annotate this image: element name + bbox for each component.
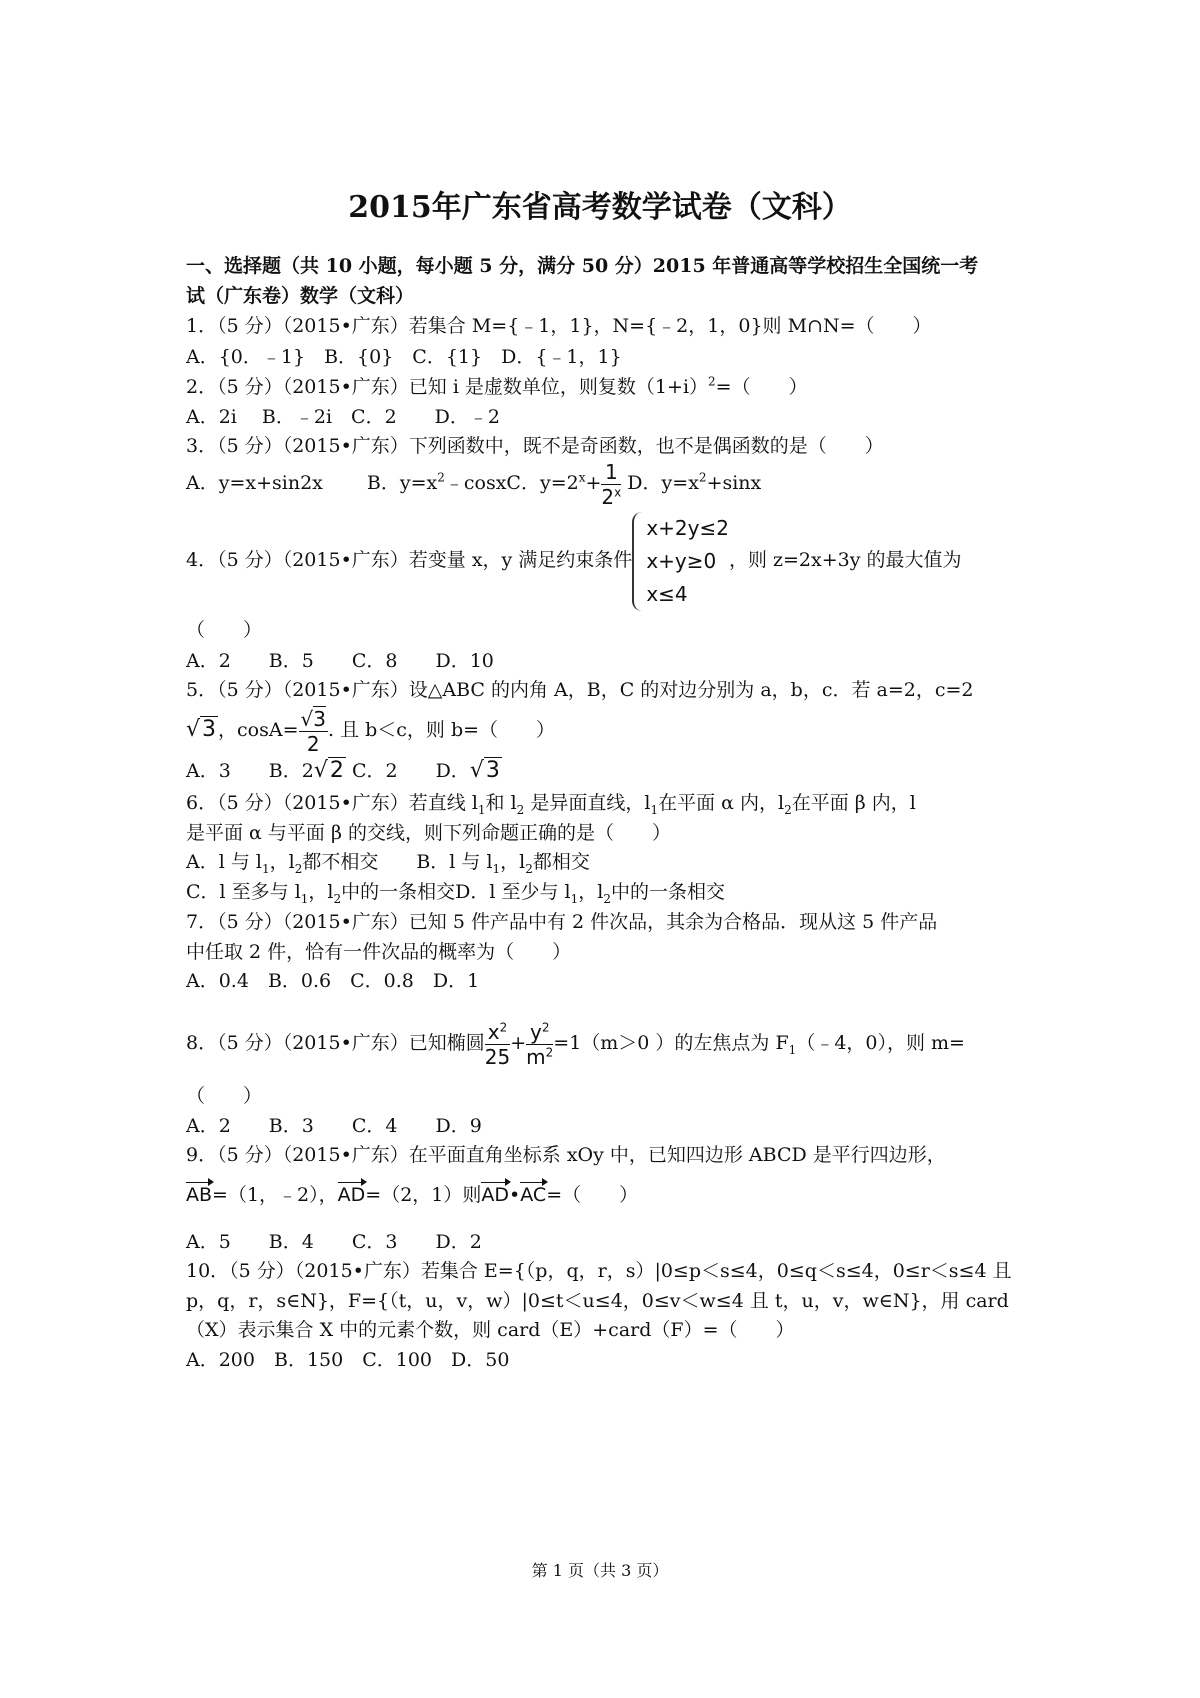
q8-exp: 2 bbox=[499, 1019, 508, 1034]
q9-text: =（ ） bbox=[546, 1184, 639, 1206]
q8-fraction-y bbox=[526, 1020, 553, 1069]
q6-options-ab bbox=[186, 849, 1046, 875]
q5-frac-radicand: 3 bbox=[313, 706, 326, 731]
q5-options bbox=[186, 758, 1046, 784]
vector-ad: AD bbox=[337, 1184, 366, 1206]
vector-ad: AD bbox=[481, 1184, 510, 1206]
q10-stem-cont2: （X）表示集合 X 中的元素个数，则 card（E）+card（F）=（ ） bbox=[186, 1319, 795, 1341]
q6-opt-text: 都不相交 B．l 与 l bbox=[302, 851, 493, 873]
q6-stem bbox=[186, 790, 1046, 816]
q4-constraint-2: x+y≥0 bbox=[646, 548, 717, 573]
q3-frac-den bbox=[601, 485, 621, 509]
q8-frac-den: 25 bbox=[484, 1044, 511, 1069]
q8-options: A．2 B．3 C．4 D．9 bbox=[186, 1115, 482, 1137]
q6-opt-text: 都相交 bbox=[532, 851, 590, 873]
q6-opt-text: ，l bbox=[269, 851, 295, 873]
q1-stem: 1．（5 分）（2015•广东）若集合 M={﹣1，1}，N={﹣2，1，0}则 M∩N=（ ） bbox=[186, 315, 932, 337]
q10-stem: 10．（5 分）（2015•广东）若集合 E={（p，q，r，s）|0≤p＜s≤4，0≤q＜s≤4，0≤r＜s≤4 且 bbox=[186, 1260, 1012, 1282]
q3-option-a: A．y=x+sin2x B．y=x bbox=[186, 472, 438, 494]
q8-sub: 1 bbox=[788, 1042, 797, 1057]
q8-paren: （ ） bbox=[186, 1085, 263, 1107]
q3-exp-d: 2 bbox=[698, 470, 707, 485]
exam-title: 2015年广东省高考数学试卷（文科） bbox=[348, 190, 852, 225]
q8-stem-b: =1（m＞0 ）的左焦点为 F bbox=[553, 1032, 789, 1054]
q7-stem: 7．（5 分）（2015•广东）已知 5 件产品中有 2 件次品，其余为合格品．现从这 5 件产品 bbox=[186, 911, 938, 933]
q6-sub: 2 bbox=[525, 861, 533, 876]
q4-stem-tail: ，则 z=2x+3y 的最大值为 bbox=[728, 549, 962, 571]
vector-ab: AB bbox=[186, 1184, 213, 1206]
q6-sub: 1 bbox=[300, 891, 309, 906]
q3-frac-den-base: 2 bbox=[601, 484, 615, 509]
q3-option-d-rest: +sinx bbox=[706, 472, 762, 494]
q6-sub: 1 bbox=[650, 802, 659, 817]
q4-stem bbox=[186, 510, 1046, 611]
q6-text-e: 在平面 β 内，l bbox=[791, 792, 916, 814]
q8-frac-num bbox=[485, 1020, 510, 1045]
q7-stem-cont: 中任取 2 件，恰有一件次品的概率为（ ） bbox=[186, 941, 572, 963]
q6-stem-cont: 是平面 α 与平面 β 的交线，则下列命题正确的是（ ） bbox=[186, 822, 671, 844]
vector-ac: AC bbox=[520, 1184, 547, 1206]
q4-options: A．2 B．5 C．8 D．10 bbox=[186, 650, 494, 672]
q8-stem bbox=[186, 1003, 1046, 1083]
section-heading-cont: 试（广东卷）数学（文科） bbox=[186, 285, 415, 307]
q4-constraint-3: x≤4 bbox=[646, 581, 688, 606]
q6-sub: 2 bbox=[333, 891, 342, 906]
q5-frac-num: √3 bbox=[300, 706, 326, 731]
q6-options-cd bbox=[186, 879, 1046, 905]
q5-option-ab: A．3 B．2 bbox=[186, 760, 314, 782]
q8-frac-den bbox=[526, 1045, 553, 1069]
q3-option-bc: ﹣cosxC．y=2 bbox=[444, 472, 579, 494]
q3-frac-num: 1 bbox=[601, 460, 621, 485]
q6-opt-text: 中的一条相交D．l 至少与 l bbox=[341, 881, 571, 903]
q6-text-d: 在平面 α 内，l bbox=[658, 792, 785, 814]
q3-frac-den-exp: x bbox=[614, 484, 622, 499]
q10-stem-cont: p，q，r，s∈N}，F={（t，u，v，w）|0≤t＜u≤4，0≤v＜w≤4 且 t，u，v，w∈N}，用 card bbox=[186, 1290, 1009, 1312]
q2-exponent: 2 bbox=[708, 374, 716, 389]
q5-option-d-sqrt: √3 bbox=[469, 758, 500, 783]
q6-opt-text: C．l 至多与 l bbox=[186, 881, 301, 903]
q3-plus: + bbox=[585, 472, 602, 494]
q6-sub: 1 bbox=[570, 891, 579, 906]
q10-options: A．200 B．150 C．100 D．50 bbox=[186, 1349, 510, 1371]
q2-stem-tail: =（ ） bbox=[715, 376, 808, 398]
q4-paren: （ ） bbox=[186, 619, 263, 641]
q4-constraint-1: x+2y≤2 bbox=[646, 515, 729, 540]
q5-option-d-radicand: 3 bbox=[485, 758, 500, 783]
q4-stem-text: 4．（5 分）（2015•广东）若变量 x，y 满足约束条件 bbox=[186, 549, 633, 571]
q8-exp: 2 bbox=[545, 1044, 554, 1059]
q6-text-c: 是异面直线，l bbox=[524, 792, 651, 814]
q5-fraction bbox=[299, 707, 328, 756]
page-footer: 第 1 页（共 3 页） bbox=[531, 1561, 669, 1580]
q3-exp: 2 bbox=[437, 470, 445, 485]
q6-sub: 1 bbox=[261, 861, 270, 876]
q6-sub: 2 bbox=[294, 861, 303, 876]
q5-option-cd: C．2 D． bbox=[345, 760, 470, 782]
q7-options: A．0.4 B．0.6 C．0.8 D．1 bbox=[186, 970, 480, 992]
q5-sqrt-radicand: 3 bbox=[202, 717, 217, 742]
q6-opt-text: ，l bbox=[308, 881, 334, 903]
q8-stem-text: 8．（5 分）（2015•广东）已知椭圆 bbox=[186, 1032, 485, 1054]
q3-fraction bbox=[601, 460, 621, 509]
q5-stem: 5．（5 分）（2015•广东）设△ABC 的内角 A，B，C 的对边分别为 a，b，c．若 a=2，c=2 bbox=[186, 679, 974, 701]
q8-y: y bbox=[529, 1019, 542, 1044]
q2-stem bbox=[186, 374, 1046, 400]
section-heading: 一、选择题（共 10 小题，每小题 5 分，满分 50 分）2015 年普通高等学校招生全国统一考 bbox=[186, 255, 979, 277]
q6-sub: 2 bbox=[516, 802, 525, 817]
brace-icon bbox=[632, 512, 644, 611]
q3-option-d: D．y=x bbox=[621, 472, 699, 494]
q9-text: =（2，1）则 bbox=[365, 1184, 482, 1206]
q6-opt-text: 中的一条相交 bbox=[610, 881, 725, 903]
q8-exp: 2 bbox=[541, 1019, 550, 1034]
q5-stem-cont bbox=[186, 705, 1046, 756]
q6-sub: 2 bbox=[603, 891, 611, 906]
q6-sub: 1 bbox=[492, 861, 501, 876]
q8-frac-num bbox=[526, 1020, 553, 1045]
q9-stem: 9．（5 分）（2015•广东）在平面直角坐标系 xOy 中，已知四边形 ABCD 是平行四边形， bbox=[186, 1144, 946, 1166]
q3-stem: 3．（5 分）（2015•广东）下列函数中，既不是奇函数，也不是偶函数的是（ ） bbox=[186, 435, 884, 457]
q6-opt-text: ，l bbox=[500, 851, 526, 873]
q5-sqrt: √3 bbox=[186, 717, 217, 742]
q6-text-a: 6．（5 分）（2015•广东）若直线 l bbox=[186, 792, 478, 814]
q8-stem-c: （﹣4，0），则 m= bbox=[796, 1032, 965, 1054]
q5-cosA: ，cosA= bbox=[218, 719, 299, 741]
q2-stem-text: 2．（5 分）（2015•广东）已知 i 是虚数单位，则复数（1+i） bbox=[186, 376, 709, 398]
q6-sub: 2 bbox=[784, 802, 792, 817]
q8-fraction-x bbox=[485, 1020, 510, 1069]
q3-exp-x: x bbox=[578, 470, 586, 485]
q5-frac-den: 2 bbox=[306, 731, 320, 756]
q9-text: =（1，﹣2）， bbox=[212, 1184, 338, 1206]
q8-m: m bbox=[526, 1044, 546, 1069]
q8-x: x bbox=[487, 1019, 500, 1044]
q1-options: A．{0．﹣1} B．{0} C．{1} D．{﹣1，1} bbox=[186, 346, 622, 368]
q5-option-b-radicand: 2 bbox=[329, 758, 344, 783]
q2-options: A．2i B．﹣2i C．2 D．﹣2 bbox=[186, 406, 501, 428]
q6-opt-text: ，l bbox=[578, 881, 604, 903]
q6-text-b: 和 l bbox=[485, 792, 517, 814]
q9-vectors bbox=[186, 1182, 1046, 1208]
q6-sub: 1 bbox=[477, 802, 486, 817]
q4-constraint-system bbox=[632, 512, 729, 611]
q9-options: A．5 B．4 C．3 D．2 bbox=[186, 1231, 482, 1253]
q9-dot: • bbox=[509, 1184, 521, 1206]
q8-plus: + bbox=[510, 1032, 527, 1054]
q6-opt-text: A．l 与 l bbox=[186, 851, 262, 873]
q3-options bbox=[186, 458, 1046, 509]
q5-option-b-sqrt: √2 bbox=[313, 758, 344, 783]
q5-stem-tail: . 且 b＜c，则 b=（ ） bbox=[328, 719, 556, 741]
